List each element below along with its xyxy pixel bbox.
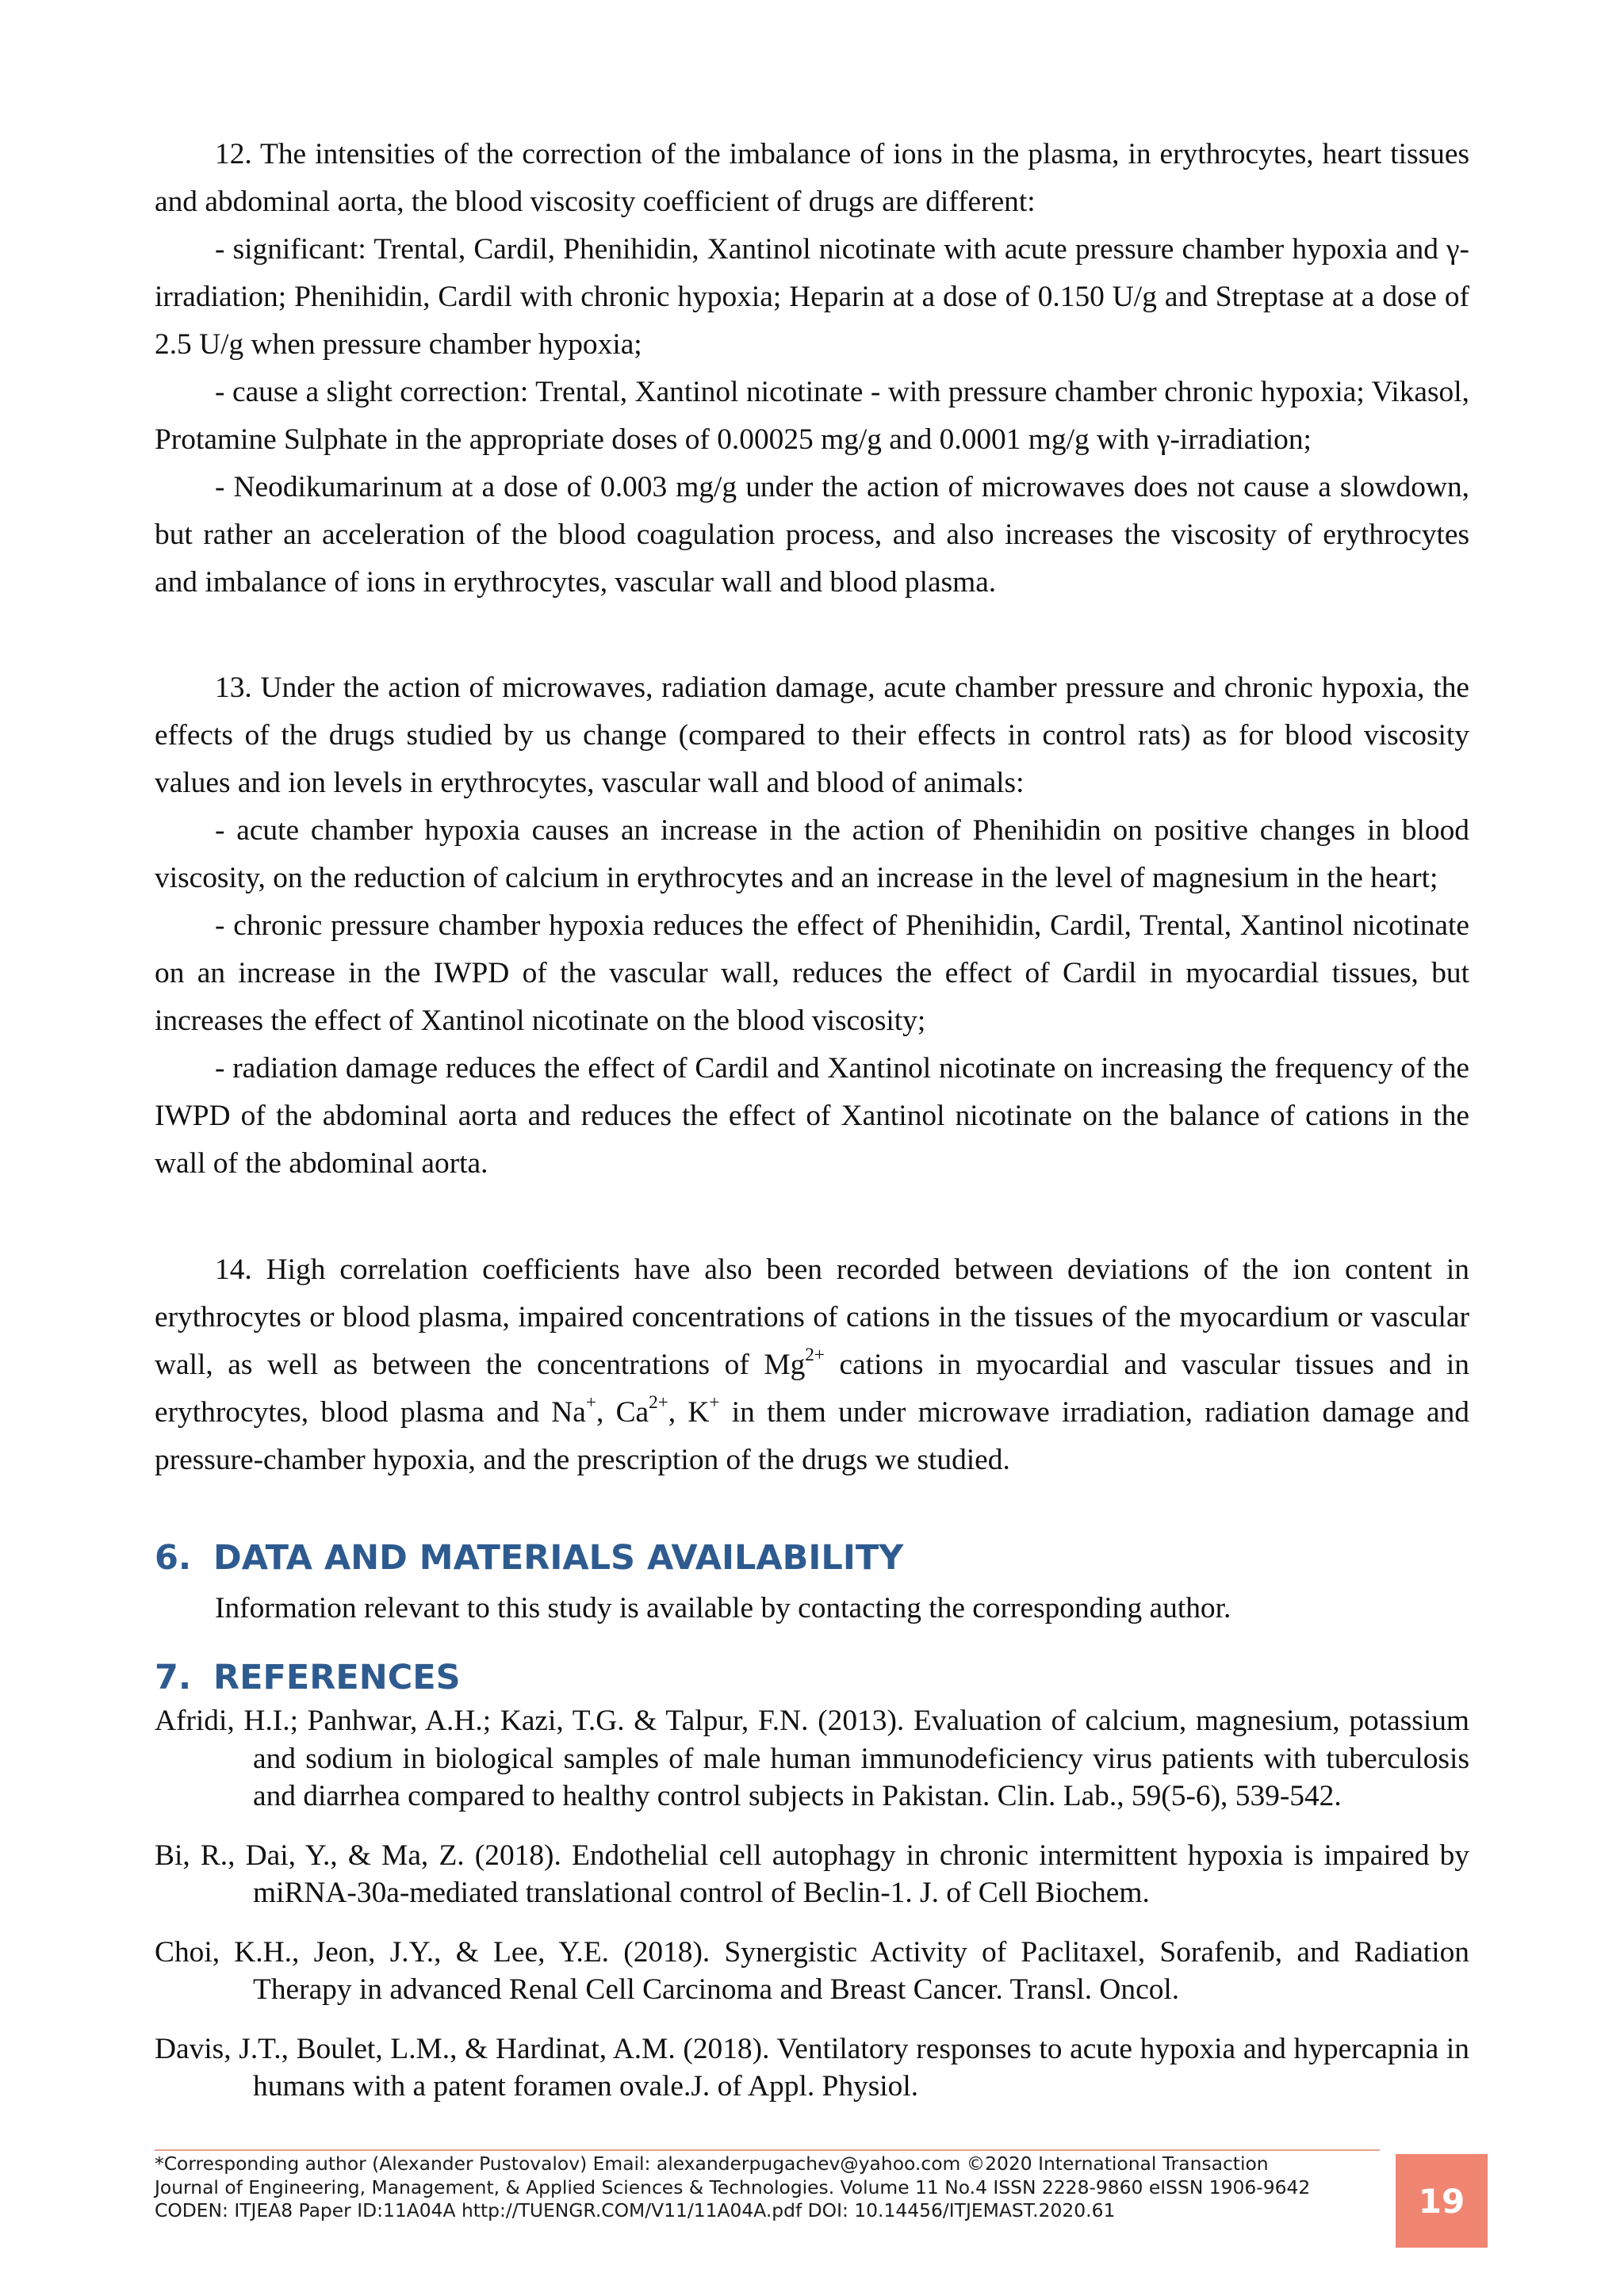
- section-6-title: DATA AND MATERIALS AVAILABILITY: [213, 1538, 904, 1578]
- point-12-item-significant: - significant: Trental, Cardil, Phenihidin, Xantinol nicotinate with acute pressure chamber hypoxia and γ-irradiation; Phenihidin, Cardil with chronic hypoxia; Heparin at a dose of 0.150 U/g and Streptase at a dose of 2.5 U/g when pressure chamber hypoxia;: [155, 233, 1469, 361]
- section-6-body: [215, 1585, 1469, 1632]
- point-12-item-neodikumarinum: - Neodikumarinum at a dose of 0.003 mg/g under the action of microwaves does not cause a slowdown, but rather an acceleration of the blood coagulation process, and also increases the viscosity of erythrocytes and imbalance of ions in erythrocytes, vascular wall and blood plasma.: [155, 471, 1469, 599]
- point-12-block: [155, 131, 1469, 607]
- point-13-item-acute-hypoxia: - acute chamber hypoxia causes an increase in the action of Phenihidin on positive changes in blood viscosity, on the reduction of calcium in erythrocytes and an increase in the level of magnesium in the heart;: [155, 814, 1469, 894]
- footer-line-2: Journal of Engineering, Management, & Applied Sciences & Technologies. Volume 11 No.4 ISSN 2228-9860 eISSN 1906-9642: [155, 2175, 1311, 2198]
- footer-line-3: CODEN: ITJEA8 Paper ID:11A04A http://TUENGR.COM/V11/11A04A.pdf DOI: 10.14456/ITJEMAST.2020.61: [155, 2199, 1116, 2221]
- footer: [155, 2152, 1392, 2223]
- section-6-heading: [155, 1534, 903, 1582]
- page-number-badge: [1396, 2154, 1488, 2248]
- reference-item: Davis, J.T., Boulet, L.M., & Hardinat, A.M. (2018). Ventilatory responses to acute hypoxia and hypercapnia in humans with a patent foramen ovale.J. of Appl. Physiol.: [155, 2032, 1469, 2103]
- section-7-title: REFERENCES: [213, 1658, 461, 1697]
- reference-item: Bi, R., Dai, Y., & Ma, Z. (2018). Endothelial cell autophagy in chronic intermittent hypoxia is impaired by miRNA-30a-mediated translational control of Beclin-1. J. of Cell Biochem.: [155, 1839, 1469, 1909]
- footer-divider: [155, 2149, 1380, 2151]
- section-6-number: 6.: [155, 1538, 192, 1578]
- point-14-paragraph: 14. High correlation coefficients have also been recorded between deviations of the ion content in erythrocytes or blood plasma, impaired concentrations of cations in the tissues of the myocardium or vascular wall, as well as between the concentrations of $Mg^{2+}$ cations in myocardial and vascular tissues and in erythrocytes, blood plasma and Na+, $Ca^{2+}$, K+ in them under microwave irradiation, radiation damage and pressure-chamber hypoxia, and the prescription of the drugs we studied.: [155, 1253, 1469, 1476]
- point-14-block: [155, 1246, 1469, 1484]
- reference-item: Choi, K.H., Jeon, J.Y., & Lee, Y.E. (2018). Synergistic Activity of Paclitaxel, Sorafenib, and Radiation Therapy in advanced Renal Cell Carcinoma and Breast Cancer. Transl. Oncol.: [155, 1935, 1469, 2006]
- point-13-item-chronic-hypoxia: - chronic pressure chamber hypoxia reduces the effect of Phenihidin, Cardil, Trental, Xantinol nicotinate on an increase in the IWPD of the vascular wall, reduces the effect of Cardil in myocardial tissues, but increases the effect of Xantinol nicotinate on the blood viscosity;: [155, 909, 1469, 1037]
- footer-line-1: *Corresponding author (Alexander Pustovalov) Email: alexanderpugachev@yahoo.com ©2020 International Transaction: [155, 2152, 1269, 2175]
- section-7-heading: [155, 1654, 461, 1701]
- section-7-number: 7.: [155, 1658, 192, 1697]
- point-12-item-slight-correction: - cause a slight correction: Trental, Xantinol nicotinate - with pressure chamber chronic hypoxia; Vikasol, Protamine Sulphate in the appropriate doses of 0.00025 mg/g and 0.0001 mg/g with γ-irradiation;: [155, 376, 1469, 456]
- reference-list: [155, 1702, 1469, 2127]
- point-13-block: [155, 664, 1469, 1188]
- point-12-intro: 12. The intensities of the correction of the imbalance of ions in the plasma, in erythrocytes, heart tissues and abdominal aorta, the blood viscosity coefficient of drugs are different:: [155, 138, 1469, 218]
- superscript-ca-charge: 2+: [649, 1392, 668, 1414]
- point-13-intro: 13. Under the action of microwaves, radiation damage, acute chamber pressure and chronic hypoxia, the effects of the drugs studied by us change (compared to their effects in control rats) as for blood viscosity values and ion levels in erythrocytes, vascular wall and blood of animals:: [155, 672, 1469, 799]
- reference-item: Afridi, H.I.; Panhwar, A.H.; Kazi, T.G. & Talpur, F.N. (2013). Evaluation of calcium, magnesium, potassium and sodium in biological samples of male human immunodeficiency virus patients with tuberculosis and diarrhea compared to healthy control subjects in Pakistan. Clin. Lab., 59(5-6), 539-542.: [155, 1705, 1469, 1812]
- page-number: 19: [1418, 2181, 1465, 2221]
- data-availability-text: Information relevant to this study is available by contacting the corresponding author.: [215, 1592, 1231, 1624]
- superscript-mg-charge: 2+: [805, 1345, 825, 1366]
- superscript-k-charge: +: [709, 1392, 720, 1414]
- superscript-na-charge: +: [585, 1392, 596, 1414]
- point-13-item-radiation-damage: - radiation damage reduces the effect of Cardil and Xantinol nicotinate on increasing the frequency of the IWPD of the abdominal aorta and reduces the effect of Xantinol nicotinate on the balance of cations in the wall of the abdominal aorta.: [155, 1052, 1469, 1180]
